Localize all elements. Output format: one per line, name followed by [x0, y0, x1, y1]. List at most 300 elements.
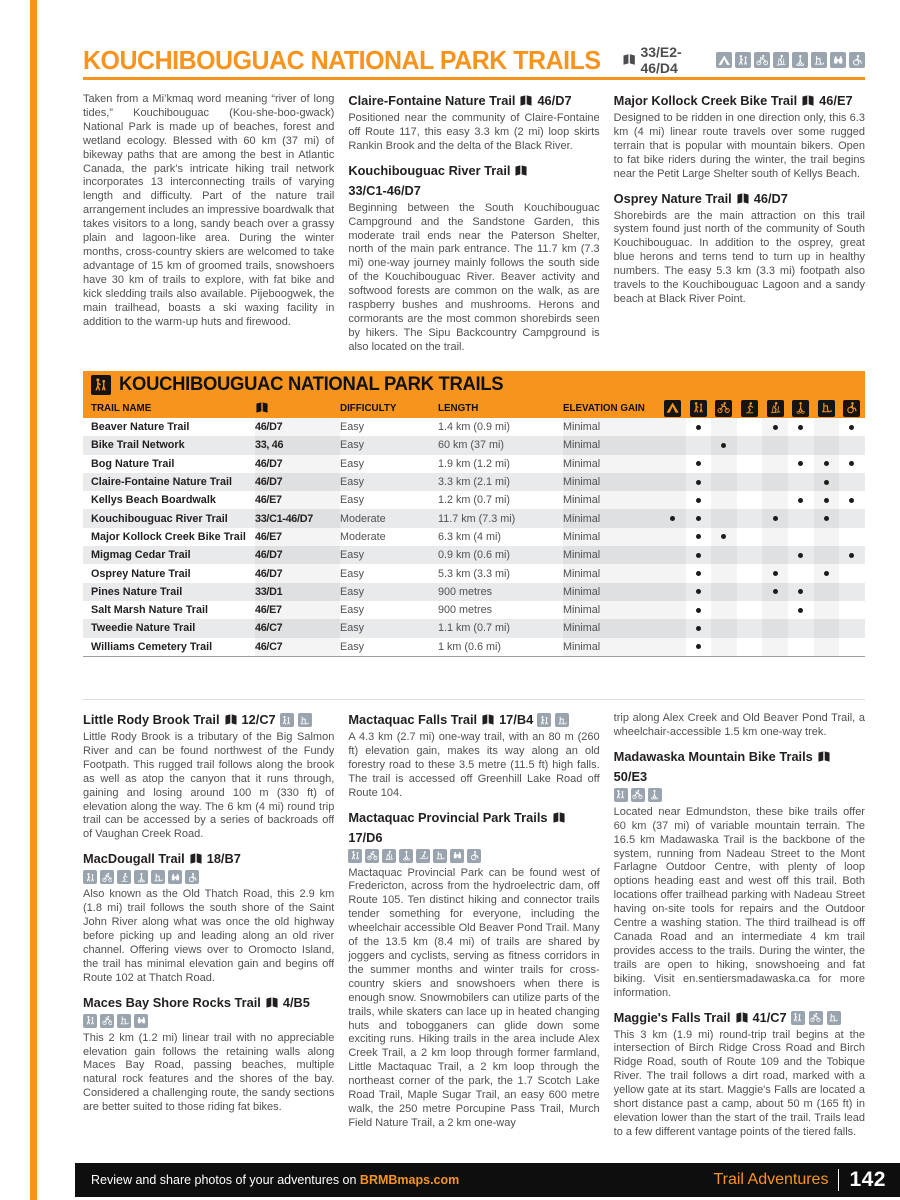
activity-cell — [839, 509, 865, 527]
snowshoeing-icon — [648, 788, 662, 802]
trail-article — [83, 851, 334, 985]
activity-cell — [686, 436, 712, 454]
trail-map-cell: 46/C7 — [255, 619, 340, 637]
trail-map-cell: 46/D7 — [255, 546, 340, 564]
trail-map-cell: 33/C1-46/D7 — [255, 509, 340, 527]
wildlife-viewing-icon — [134, 1014, 148, 1028]
section-label: Trail Adventures — [713, 1171, 829, 1188]
trail-article-map-ref: 46/D7 — [537, 93, 572, 108]
trail-article — [83, 995, 334, 1115]
trail-name-cell: Kouchibouguac River Trail — [91, 512, 228, 525]
trail-map-cell: 33/D1 — [255, 583, 340, 601]
activity-cell — [737, 491, 763, 509]
skating-icon — [741, 400, 758, 417]
activity-cell — [737, 546, 763, 564]
trail-elevation-cell: Minimal — [563, 509, 660, 527]
trail-name-cell: Migmag Cedar Trail — [91, 549, 191, 562]
activity-cell — [686, 418, 712, 436]
trail-article-title-text: Mactaquac Falls Trail — [348, 712, 478, 727]
wildlife-viewing-icon — [830, 52, 846, 68]
trail-difficulty-cell: Easy — [340, 585, 365, 598]
activity-cell — [737, 455, 763, 473]
trail-article-title — [83, 712, 334, 728]
snowshoeing-icon — [792, 52, 808, 68]
footer-note-text: Review and share photos of your adventures on — [91, 1173, 360, 1187]
activity-cell — [762, 436, 788, 454]
biking-icon — [715, 400, 732, 417]
kick-sledding-icon — [827, 1011, 841, 1025]
map-reference-text: 33/E2-46/D4 — [640, 44, 682, 76]
trail-article-title-text: Claire-Fontaine Nature Trail — [348, 93, 516, 108]
page-edge-accent-strip — [30, 0, 37, 1200]
trail-article-title — [614, 191, 865, 207]
activity-cell — [686, 619, 712, 637]
trail-difficulty-cell: Moderate — [340, 530, 386, 543]
trail-difficulty-cell: Easy — [340, 640, 365, 653]
snowshoeing-icon — [792, 400, 809, 417]
trail-length-cell: 11.7 km (7.3 mi) — [438, 512, 516, 525]
activity-cell — [660, 491, 686, 509]
page-title-meta — [622, 44, 865, 76]
trail-elevation-cell: Minimal — [563, 491, 660, 509]
activity-cell — [762, 473, 788, 491]
trail-name-cell: Claire-Fontaine Nature Trail — [91, 476, 232, 489]
activity-cell — [839, 491, 865, 509]
activity-cell — [686, 564, 712, 582]
column-header-map — [255, 401, 340, 415]
trail-length-cell: 1.4 km (0.9 mi) — [438, 421, 510, 434]
activity-cell — [814, 455, 840, 473]
map-book-icon — [552, 811, 566, 825]
trail-article-title-text: Kouchibouguac River Trail — [348, 162, 511, 178]
title-underline — [83, 77, 865, 80]
activity-column-header — [711, 400, 737, 417]
activity-dot — [849, 461, 854, 466]
trail-article-title — [614, 93, 865, 109]
activity-cell — [711, 473, 737, 491]
trail-map-cell: 46/E7 — [255, 528, 340, 546]
bottom-columns — [83, 712, 865, 1156]
activity-dot — [773, 425, 778, 430]
footer-section-block — [713, 1168, 886, 1192]
trail-article-title-text: MacDougall Trail — [83, 851, 185, 867]
trail-article — [614, 712, 865, 740]
activity-cell — [711, 455, 737, 473]
trail-map-cell: 46/D7 — [255, 418, 340, 436]
trail-elevation-cell: Minimal — [563, 601, 660, 619]
activity-cell — [711, 564, 737, 582]
hiking-icon — [735, 52, 751, 68]
trail-name-cell: Bike Trail Network — [91, 439, 185, 452]
kick-sledding-icon — [151, 870, 165, 884]
trail-article-title-text: Little Rody Brook Trail — [83, 712, 220, 727]
trail-length-cell: 900 metres — [438, 585, 493, 598]
trail-article-map-ref: 46/D7 — [753, 190, 788, 206]
activity-cell — [737, 528, 763, 546]
activity-column-headers — [660, 398, 865, 418]
trail-name-cell: Beaver Nature Trail — [91, 421, 190, 434]
top-columns — [83, 93, 865, 367]
activity-cell — [711, 528, 737, 546]
activity-dot — [824, 516, 829, 521]
activity-cell — [686, 601, 712, 619]
activity-dot — [798, 461, 803, 466]
activity-cell — [814, 473, 840, 491]
trail-article-body: Designed to be ridden in one direction only, this 6.3 km (4 mi) linear route travels over some rugged terrain that is popular with mountain bikers. Open to fat bike riders during the winter, the trail begins near the Petit Large Shelter south of Kellys Beach. — [613, 112, 865, 180]
trail-length-cell: 1 km (0.6 mi) — [438, 640, 501, 653]
activity-dot — [670, 516, 675, 521]
section-divider — [83, 699, 865, 700]
trail-articles-column-5 — [348, 712, 599, 1156]
activity-cell — [788, 619, 814, 637]
activity-cell — [660, 418, 686, 436]
trail-difficulty-cell: Easy — [340, 457, 365, 470]
trail-activity-icons — [83, 870, 334, 884]
column-header-length: LENGTH — [438, 402, 479, 414]
trail-map-cell: 46/E7 — [255, 491, 340, 509]
activity-cell — [762, 491, 788, 509]
activity-cell — [686, 509, 712, 527]
table-row — [83, 473, 865, 491]
activity-cell — [737, 638, 763, 656]
activity-cell — [762, 601, 788, 619]
activity-cell — [686, 638, 712, 656]
biking-icon — [754, 52, 770, 68]
activity-cell — [660, 583, 686, 601]
activity-dot — [696, 461, 701, 466]
activity-column-header — [660, 400, 686, 417]
trail-difficulty-cell: Easy — [340, 604, 365, 617]
activity-cell — [839, 564, 865, 582]
activity-dot — [773, 516, 778, 521]
activity-cell — [711, 491, 737, 509]
activity-cell — [660, 436, 686, 454]
table-row — [83, 546, 865, 564]
hiking-icon — [91, 375, 111, 395]
table-row — [83, 601, 865, 619]
trail-article-body: Also known as the Old Thatch Road, this 2.9 km (1.8 mi) trail follows the south shore of the Saint John River along what was once the old highway before picking up and leading along an old river channel. Offering views over to Oromocto Island, the trail has minimal elevation gain and begins off Route 102 at Thatch Road. — [83, 888, 335, 984]
trail-article — [83, 712, 334, 842]
map-book-icon — [224, 713, 238, 727]
trail-article-title-text: Maggie's Falls Trail — [613, 1009, 731, 1025]
trail-difficulty-cell: Easy — [340, 439, 365, 452]
trail-article-body: Shorebirds are the main attraction on this trail system found just north of the community of South Kouchibouguac. In addition to the osprey, great blue herons and terns tend to turn up in healthy numbers. The easy 5.3 km (3.3 mi) footpath also travels to the Kouchibouguac Lagoon and a sandy beach at Black River Point. — [613, 209, 865, 305]
activity-dot — [798, 608, 803, 613]
activity-cell — [839, 436, 865, 454]
activity-column-header — [788, 400, 814, 417]
activity-cell — [814, 601, 840, 619]
column-header-difficulty: DIFFICULTY — [340, 402, 397, 414]
trail-article-title — [348, 163, 599, 199]
trail-article-map-ref: 46/E7 — [819, 93, 853, 108]
activity-cell — [814, 418, 840, 436]
activity-dot — [721, 443, 726, 448]
activity-dot — [721, 534, 726, 539]
trail-elevation-cell: Minimal — [563, 455, 660, 473]
activity-cell — [788, 455, 814, 473]
trail-name-cell: Bog Nature Trail — [91, 457, 175, 470]
activity-cell — [839, 619, 865, 637]
skating-icon — [117, 870, 131, 884]
activity-cell — [762, 564, 788, 582]
page-footer — [75, 1163, 900, 1197]
biking-icon — [809, 1011, 823, 1025]
trail-length-cell: 5.3 km (3.3 mi) — [438, 567, 510, 580]
trail-articles-column-4 — [83, 712, 334, 1156]
activity-cell — [762, 418, 788, 436]
activity-cell — [839, 601, 865, 619]
biking-icon — [100, 870, 114, 884]
activity-cell — [660, 601, 686, 619]
trail-elevation-cell: Minimal — [563, 638, 660, 656]
activity-dot — [824, 498, 829, 503]
column-header-trail-name: TRAIL NAME — [91, 402, 152, 414]
hiking-icon — [348, 849, 362, 863]
table-banner — [83, 371, 865, 398]
kick-sledding-icon — [811, 52, 827, 68]
map-book-icon — [817, 750, 831, 764]
table-row — [83, 509, 865, 527]
activity-dot — [849, 498, 854, 503]
table-row — [83, 564, 865, 582]
activity-column-header — [839, 400, 865, 417]
activity-cell — [788, 418, 814, 436]
trail-article-title-text: Maces Bay Shore Rocks Trail — [83, 994, 261, 1010]
trail-article-body: Mactaquac Provincial Park can be found west of Fredericton, across from the hydroelectric dam, off Route 105. Ten distinct hiking and connector trails tender something for everyone, including the wheelchair accessible Old Beaver Pond Trail. Many of the 13.5 km (8.4 mi) of trails are shared by joggers and cyclists, serving as fitness corridors in the summer months and winter trails for cross-country skiers and snowshoers when there is enough snow. Snowmobilers can utilize parts of the trails, while skaters can lace up in heated changing huts and tobogganers can glide down some exciting runs. Hiking trails in the area include Alex Creek Trail, a 2 km loop through former farmland, Little Mactaquac Trail, a 2 km loop through the northeast corner of the park, the 1.7 Scotch Lake Road Trail, Maple Sugar Trail, an easy 600 metre walk, the 250 metre Porcupine Pass Trail, Murch Field Nature Trail, a 2 km one-way — [348, 866, 600, 1129]
activity-cell — [737, 619, 763, 637]
trail-article-title-text: Osprey Nature Trail — [613, 190, 732, 206]
snowshoeing-icon — [134, 870, 148, 884]
activity-column-header — [762, 400, 788, 417]
trail-length-cell: 0.9 km (0.6 mi) — [438, 549, 510, 562]
kick-sledding-icon — [818, 400, 835, 417]
activity-dot — [696, 644, 701, 649]
trail-length-cell: 1.2 km (0.7 mi) — [438, 494, 510, 507]
map-book-icon — [801, 94, 815, 108]
activity-cell — [788, 491, 814, 509]
wheelchair-icon — [849, 52, 865, 68]
activity-cell — [814, 619, 840, 637]
activity-dot — [696, 480, 701, 485]
trail-article-title-text: Mactaquac Provincial Park Trails — [348, 809, 548, 825]
kick-sledding-icon — [433, 849, 447, 863]
map-book-icon — [622, 52, 636, 68]
activity-cell — [788, 601, 814, 619]
map-book-icon — [514, 164, 528, 178]
wheelchair-icon — [843, 400, 860, 417]
tobogganing-icon — [416, 849, 430, 863]
activity-cell — [788, 509, 814, 527]
activity-cell — [762, 546, 788, 564]
trail-article — [614, 1010, 865, 1140]
activity-dot — [696, 516, 701, 521]
trail-elevation-cell: Minimal — [563, 528, 660, 546]
trail-article-body: trip along Alex Creek and Old Beaver Pond Trail, a wheelchair-accessible 1.5 km one-way trek. — [613, 712, 865, 738]
map-book-icon — [255, 401, 269, 415]
trail-article-body: A 4.3 km (2.7 mi) one-way trail, with an 80 m (260 ft) elevation gain, makes its way along an old forestry road to these 3.5 metre (11.5 ft) high falls. The trail is accessed off Greenhill Lake Road off Route 104. — [348, 731, 600, 799]
activity-cell — [660, 473, 686, 491]
table-banner-title: KOUCHIBOUGUAC NATIONAL PARK TRAILS — [119, 373, 504, 395]
activity-cell — [737, 601, 763, 619]
trail-difficulty-cell: Easy — [340, 494, 365, 507]
footer-note — [91, 1173, 459, 1187]
table-row — [83, 619, 865, 637]
activity-dot — [696, 534, 701, 539]
activity-cell — [711, 418, 737, 436]
trail-length-cell: 1.9 km (1.2 mi) — [438, 457, 510, 470]
wheelchair-icon — [185, 870, 199, 884]
trail-name-cell: Kellys Beach Boardwalk — [91, 494, 216, 507]
biking-icon — [100, 1014, 114, 1028]
activity-dot — [773, 589, 778, 594]
map-book-icon — [189, 852, 203, 866]
activity-cell — [814, 509, 840, 527]
activity-cell — [839, 473, 865, 491]
activity-cell — [839, 546, 865, 564]
page-header — [83, 44, 865, 76]
activity-cell — [788, 436, 814, 454]
trail-map-cell: 33, 46 — [255, 436, 340, 454]
activity-dot — [798, 589, 803, 594]
intro-column — [83, 93, 334, 367]
activity-cell — [839, 528, 865, 546]
map-book-icon — [735, 1011, 749, 1025]
activity-dot — [773, 571, 778, 576]
activity-cell — [660, 546, 686, 564]
activity-cell — [737, 583, 763, 601]
activity-cell — [686, 491, 712, 509]
table-row — [83, 583, 865, 601]
activity-cell — [814, 583, 840, 601]
trail-article — [614, 749, 865, 1001]
activity-dot — [824, 461, 829, 466]
trail-elevation-cell: Minimal — [563, 619, 660, 637]
trail-article-map-ref: 4/B5 — [282, 994, 310, 1010]
wildlife-viewing-icon — [168, 870, 182, 884]
activity-column-header — [737, 400, 763, 417]
trail-article-title — [348, 810, 599, 846]
activity-cell — [839, 418, 865, 436]
table-row — [83, 528, 865, 546]
activity-cell — [737, 564, 763, 582]
activity-cell — [711, 638, 737, 656]
activity-cell — [711, 619, 737, 637]
trail-article-body: This 2 km (1.2 mi) linear trail with no appreciable elevation gain follows the retaining walls along Maces Bay Road, passing beaches, multiple natural rock features and the shores of the bay. Considered a challenging route, the sandy sections are better suited to those riding fat bikes. — [83, 1031, 335, 1114]
map-book-icon — [265, 996, 279, 1010]
activity-cell — [660, 528, 686, 546]
trail-elevation-cell: Minimal — [563, 564, 660, 582]
trail-article-title-text: Madawaska Mountain Bike Trails — [613, 748, 813, 764]
activity-column-header — [686, 400, 712, 417]
activity-cell — [762, 509, 788, 527]
trail-article-map-ref: 41/C7 — [752, 1009, 787, 1025]
trail-article-title — [348, 93, 599, 109]
trail-map-cell: 46/D7 — [255, 564, 340, 582]
hiking-icon — [280, 713, 294, 727]
activity-cell — [839, 638, 865, 656]
trail-article-map-ref: 50/E3 — [613, 768, 648, 784]
trail-article — [348, 93, 599, 154]
trail-article — [348, 712, 599, 801]
activity-cell — [762, 528, 788, 546]
activity-cell — [660, 455, 686, 473]
activity-dot — [696, 589, 701, 594]
activity-cell — [686, 546, 712, 564]
activity-cell — [686, 528, 712, 546]
trail-length-cell: 900 metres — [438, 604, 493, 617]
kick-sledding-icon — [117, 1014, 131, 1028]
trail-difficulty-cell: Easy — [340, 421, 365, 434]
activity-icon-row — [716, 52, 865, 68]
hiking-icon — [83, 1014, 97, 1028]
trail-name-cell: Pines Nature Trail — [91, 585, 183, 598]
trail-activity-icons — [83, 1014, 334, 1028]
trail-name-cell: Tweedie Nature Trail — [91, 622, 196, 635]
trails-table — [83, 418, 865, 657]
camping-icon — [716, 52, 732, 68]
activity-cell — [660, 638, 686, 656]
trail-article-body: Little Rody Brook is a tributary of the Big Salmon River and can be found northwest of the Fundy Footpath. This rugged trail follows along the brook as well as atop the canyon that it runs through, gaining and losing around 100 m (330 ft) of elevation along the way. The 6 km (4 mi) round trip trail can be accessed by a series of backroads off of Vaughan Creek Road. — [83, 731, 335, 841]
activity-cell — [711, 436, 737, 454]
intro-paragraph: Taken from a Mi’kmaq word meaning “river of long tides,” Kouchibouguac (Kou-she-boo-gwack) National Park is made up of beaches, forest and wetland ecology. Blessed with 60 km (37 mi) of bikeway paths that are among the best in Atlantic Canada, the park’s intricate hiking trail network incorporates 13 interconnecting trails of varying length and difficulty. Part of the nature trail arrangement includes an impressive boardwalk that takes visitors to a long, sandy beach over a grassy plain and lagoon-like area. During the winter months, cross-country skiers are welcomed to take advantage of 15 km of groomed trails, snowshoers have 30 km of trails to explore, with fat bike and kick sledding trails also available. Pijeboogwek, the main trailhead, boasts a ski waxing facility in addition to the warm-up huts and firewood. — [83, 93, 335, 328]
xc-skiing-icon — [773, 52, 789, 68]
trail-difficulty-cell: Easy — [340, 622, 365, 635]
hiking-icon — [614, 788, 628, 802]
activity-cell — [788, 583, 814, 601]
trail-article-body: Beginning between the South Kouchibouguac Campground and the Sandstone Garden, this moderate trail ends near the Paterson Shelter, north of the main park entrance. The 11.7 km (7.3 mi) one-way journey mainly follows the south side of the Kouchibouguac River. Beaver activity and softwood forests are common on the walk, as are raspberry bushes and mushrooms. Herons and cormorants are the most common shorebirds seen by hikers. The Sipu Backcountry Campground is also located on the trail. — [348, 201, 600, 353]
trail-map-cell: 46/C7 — [255, 638, 340, 656]
brmbmaps-link[interactable]: BRMBmaps.com — [359, 1173, 460, 1187]
kick-sledding-icon — [555, 713, 569, 727]
activity-dot — [696, 608, 701, 613]
trail-length-cell: 60 km (37 mi) — [438, 439, 504, 452]
trail-name-cell: Williams Cemetery Trail — [91, 640, 213, 653]
biking-icon — [365, 849, 379, 863]
table-header-row — [83, 398, 865, 418]
activity-cell — [711, 509, 737, 527]
activity-cell — [711, 601, 737, 619]
activity-dot — [696, 571, 701, 576]
activity-cell — [788, 528, 814, 546]
activity-cell — [788, 546, 814, 564]
table-row — [83, 418, 865, 436]
wildlife-viewing-icon — [450, 849, 464, 863]
trail-article — [348, 163, 599, 355]
activity-dot — [696, 626, 701, 631]
trail-article — [348, 810, 599, 1131]
wheelchair-icon — [467, 849, 481, 863]
trail-length-cell: 6.3 km (4 mi) — [438, 530, 501, 543]
activity-cell — [737, 418, 763, 436]
trail-article-map-ref: 12/C7 — [241, 712, 276, 727]
table-row — [83, 455, 865, 473]
hiking-icon — [537, 713, 551, 727]
activity-cell — [814, 638, 840, 656]
activity-column-header — [814, 400, 840, 417]
page-title: KOUCHIBOUGUAC NATIONAL PARK TRAILS — [83, 44, 601, 75]
table-row — [83, 436, 865, 454]
trail-article-body: This 3 km (1.9 mi) round-trip trail begins at the intersection of Birch Ridge Cross Road and Birch Ridge Road, south of Route 109 and the Tobique River. The trail follows a dirt road, marked with a yellow gate at its start. Maggie's Falls are located a short distance past a camp, about 50 m (165 ft) in elevation lower than the start of the trail. Trails lead to a few different vantage points of the tiered falls. — [613, 1028, 865, 1138]
trail-difficulty-cell: Easy — [340, 476, 365, 489]
trail-article-map-ref: 18/B7 — [206, 851, 241, 867]
activity-cell — [839, 455, 865, 473]
trail-difficulty-cell: Easy — [340, 549, 365, 562]
trail-article-map-ref: 17/B4 — [499, 712, 534, 727]
activity-cell — [711, 583, 737, 601]
trail-activity-icons — [614, 788, 865, 802]
trail-elevation-cell: Minimal — [563, 418, 660, 436]
activity-cell — [814, 528, 840, 546]
